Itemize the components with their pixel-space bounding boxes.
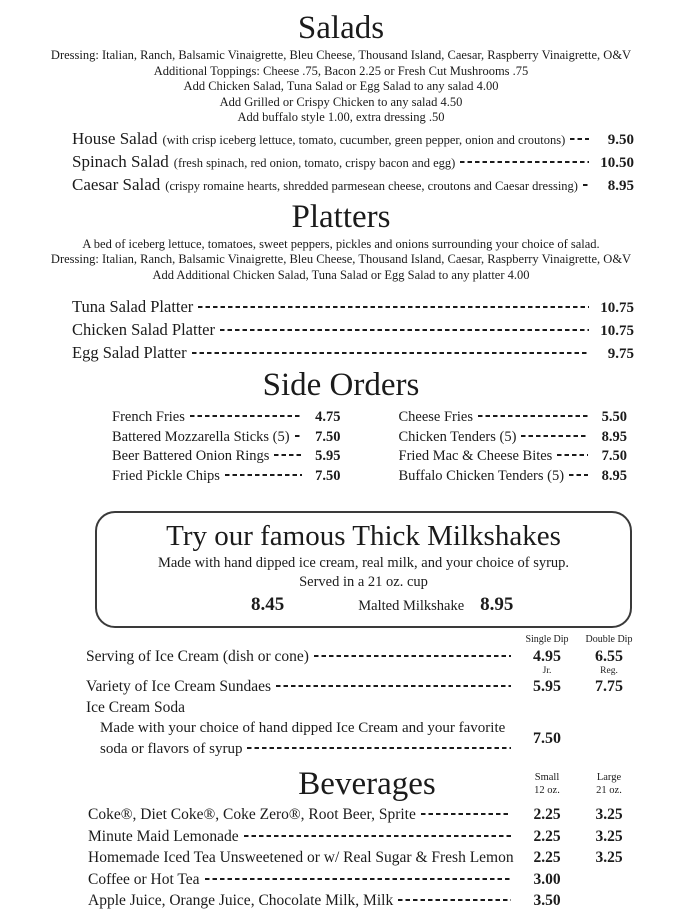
dotted-leader bbox=[295, 435, 302, 437]
dotted-leader bbox=[276, 685, 511, 687]
item-name: Egg Salad Platter bbox=[72, 343, 187, 362]
dotted-leader bbox=[521, 435, 588, 437]
salads-note-add-salad: Add Chicken Salad, Tuna Salad or Egg Salad to any salad 4.00 bbox=[183, 79, 499, 93]
milkshakes-callout-box bbox=[95, 511, 632, 628]
item-price: 4.75 bbox=[315, 409, 341, 425]
item-name: Battered Mozzarella Sticks (5) bbox=[112, 428, 290, 445]
milkshake-price: 8.45 bbox=[251, 594, 285, 615]
menu-item-row bbox=[88, 804, 640, 826]
small-label: Small bbox=[534, 772, 560, 783]
item-price-small: 3.50 bbox=[533, 892, 561, 909]
soda-description-line2 bbox=[100, 739, 516, 760]
large-label: Large bbox=[596, 772, 622, 783]
salads-section bbox=[0, 8, 682, 197]
menu-item-row bbox=[399, 447, 628, 467]
ice-cream-soda-name: Ice Cream Soda bbox=[86, 699, 185, 716]
item-price-small: 2.25 bbox=[533, 806, 561, 823]
large-size-label: 21 oz. bbox=[596, 785, 622, 796]
item-price-reg: 7.75 bbox=[595, 678, 623, 695]
item-name: Coffee or Hot Tea bbox=[88, 870, 200, 888]
platters-note-add: Add Additional Chicken Salad, Tuna Salad or Egg Salad to any platter 4.00 bbox=[152, 267, 530, 282]
side-orders-title: Side Orders bbox=[262, 367, 420, 403]
dotted-leader bbox=[247, 747, 511, 749]
dotted-leader bbox=[460, 161, 589, 163]
milkshakes-description: Made with hand dipped ice cream, real milk, and your choice of syrup. bbox=[157, 555, 570, 571]
malted-milkshake-label: Malted Milkshake bbox=[358, 598, 465, 614]
item-price: 9.75 bbox=[607, 346, 634, 362]
dotted-leader bbox=[314, 655, 511, 657]
side-orders-right-column bbox=[399, 408, 628, 486]
milkshakes-title: Try our famous Thick Milkshakes bbox=[166, 520, 561, 552]
dotted-leader bbox=[192, 352, 589, 354]
double-dip-header: Double Dip bbox=[585, 634, 633, 645]
salads-item-list bbox=[72, 128, 634, 197]
ice-cream-column-headers bbox=[86, 633, 640, 646]
item-name: Variety of Ice Cream Sundaes bbox=[86, 678, 272, 695]
menu-item-row bbox=[86, 676, 640, 697]
item-name: Minute Maid Lemonade bbox=[88, 827, 239, 845]
ice-cream-size-subheaders bbox=[86, 666, 640, 676]
menu-item-row bbox=[88, 890, 640, 912]
platters-note-bed: A bed of iceberg lettuce, tomatoes, sweet peppers, pickles and onions surrounding your choice of salad. bbox=[82, 236, 600, 251]
menu-item-row bbox=[399, 428, 628, 448]
platters-note-dressing: Dressing: Italian, Ranch, Balsamic Vinaigrette, Bleu Cheese, Thousand Island, Caesar, Raspberry Vinaigrette, O&V bbox=[50, 252, 632, 266]
dotted-leader bbox=[274, 454, 301, 456]
item-name: Spinach Salad bbox=[72, 151, 169, 171]
milkshakes-cup-size: Served in a 21 oz. cup bbox=[299, 574, 428, 590]
dotted-leader bbox=[478, 415, 588, 417]
item-price: 7.50 bbox=[315, 428, 341, 445]
salads-note-add-chicken: Add Grilled or Crispy Chicken to any salad 4.50 bbox=[219, 94, 463, 109]
item-price-jr: 5.95 bbox=[533, 678, 561, 695]
dotted-leader bbox=[244, 835, 511, 837]
menu-item-row bbox=[86, 646, 640, 667]
malted-milkshake-price: 8.95 bbox=[480, 594, 514, 615]
item-price: 5.50 bbox=[601, 409, 627, 425]
menu-item-row bbox=[72, 151, 634, 174]
menu-item-row bbox=[72, 319, 634, 342]
item-name: Chicken Salad Platter bbox=[72, 320, 215, 339]
dotted-leader bbox=[198, 306, 589, 308]
salads-note-toppings: Additional Toppings: Cheese .75, Bacon 2.25 or Fresh Cut Mushrooms .75 bbox=[153, 63, 529, 78]
small-column-header bbox=[516, 771, 578, 797]
item-name: Serving of Ice Cream (dish or cone) bbox=[86, 648, 309, 665]
item-price-small: 2.25 bbox=[533, 849, 561, 866]
menu-item-row bbox=[72, 342, 634, 365]
small-size-label: 12 oz. bbox=[534, 785, 560, 796]
item-price-large: 3.25 bbox=[595, 827, 623, 845]
dotted-leader bbox=[190, 415, 302, 417]
item-description: (crispy romaine hearts, shredded parmesean cheese, croutons and Caesar dressing) bbox=[165, 178, 578, 193]
item-description: (with crisp iceberg lettuce, tomato, cucumber, green pepper, onion and croutons) bbox=[162, 132, 566, 147]
platters-item-list bbox=[72, 296, 634, 365]
milkshakes-price-row bbox=[109, 594, 618, 616]
jr-label: Jr. bbox=[542, 666, 552, 676]
dotted-leader bbox=[205, 878, 511, 880]
item-price: 10.75 bbox=[600, 323, 634, 339]
menu-item-row bbox=[399, 467, 628, 487]
menu-item-row bbox=[112, 467, 341, 487]
menu-item-row bbox=[112, 408, 341, 428]
item-price: 7.50 bbox=[315, 467, 341, 484]
dotted-leader bbox=[557, 454, 588, 456]
item-price-small: 2.25 bbox=[533, 827, 561, 845]
beverages-header-row bbox=[88, 764, 640, 804]
salads-title: Salads bbox=[297, 10, 385, 46]
menu-item-row bbox=[112, 428, 341, 448]
item-name: Tuna Salad Platter bbox=[72, 297, 194, 316]
large-column-header bbox=[578, 771, 640, 797]
item-name: House Salad bbox=[72, 128, 158, 148]
item-price: 10.75 bbox=[600, 300, 634, 316]
menu-item-row bbox=[72, 174, 634, 197]
item-name: Fried Pickle Chips bbox=[112, 467, 220, 484]
item-price: 9.50 bbox=[607, 131, 634, 148]
menu-item-row bbox=[72, 296, 634, 319]
item-name: Coke®, Diet Coke®, Coke Zero®, Root Beer, Sprite bbox=[88, 806, 416, 823]
item-name: Homemade Iced Tea Unsweetened or w/ Real Sugar & Fresh Lemon bbox=[88, 849, 514, 866]
menu-item-row bbox=[112, 447, 341, 467]
menu-item-row bbox=[88, 869, 640, 891]
item-name: Apple Juice, Orange Juice, Chocolate Milk, Milk bbox=[88, 892, 394, 909]
dotted-leader bbox=[225, 474, 302, 476]
spacer bbox=[86, 666, 516, 676]
ice-cream-soda-description bbox=[100, 718, 516, 759]
menu-item-row bbox=[88, 826, 640, 848]
item-price-large: 3.25 bbox=[595, 806, 623, 823]
ice-cream-soda-row bbox=[86, 718, 640, 759]
soda-description-text: soda or flavors of syrup bbox=[100, 740, 243, 757]
single-dip-header: Single Dip bbox=[525, 634, 569, 645]
item-price-small: 3.00 bbox=[533, 870, 561, 888]
dotted-leader bbox=[570, 138, 589, 140]
dotted-leader bbox=[398, 899, 511, 901]
item-name: Buffalo Chicken Tenders (5) bbox=[398, 467, 565, 484]
beverages-title: Beverages bbox=[298, 766, 436, 802]
item-price-double: 6.55 bbox=[595, 648, 623, 665]
platters-title: Platters bbox=[291, 198, 391, 235]
item-name: Chicken Tenders (5) bbox=[398, 428, 517, 445]
menu-item-row bbox=[72, 128, 634, 151]
dotted-leader bbox=[583, 184, 589, 186]
salads-note-dressing: Dressing: Italian, Ranch, Balsamic Vinaigrette, Bleu Cheese, Thousand Island, Caesar, Raspberry Vinaigrette, O&V bbox=[50, 48, 632, 62]
ice-cream-soda-price: 7.50 bbox=[533, 729, 561, 747]
item-price: 8.95 bbox=[601, 467, 627, 484]
dotted-leader bbox=[569, 474, 588, 476]
dotted-leader bbox=[220, 329, 589, 331]
soda-description-line1: Made with your choice of hand dipped Ice Cream and your favorite bbox=[100, 720, 506, 736]
beverages-section bbox=[88, 764, 640, 912]
item-name: Cheese Fries bbox=[398, 409, 473, 425]
menu-item-row bbox=[88, 847, 640, 869]
spacer bbox=[86, 633, 516, 646]
item-price: 5.95 bbox=[315, 448, 341, 464]
item-price-large: 3.25 bbox=[595, 849, 623, 866]
beverages-title-wrap bbox=[88, 764, 516, 804]
side-orders-section bbox=[0, 365, 682, 486]
item-description: (fresh spinach, red onion, tomato, crispy bacon and egg) bbox=[173, 155, 456, 170]
platters-section bbox=[0, 197, 682, 366]
side-orders-grid bbox=[112, 408, 627, 486]
side-orders-left-column bbox=[112, 408, 341, 486]
item-price-single: 4.95 bbox=[533, 648, 561, 665]
item-price: 7.50 bbox=[601, 448, 627, 464]
item-price: 8.95 bbox=[607, 177, 634, 194]
reg-label: Reg. bbox=[600, 666, 618, 676]
item-price: 10.50 bbox=[600, 154, 634, 171]
item-price: 8.95 bbox=[601, 428, 627, 445]
item-name: Beer Battered Onion Rings bbox=[112, 448, 270, 464]
salads-note-buffalo: Add buffalo style 1.00, extra dressing .50 bbox=[237, 110, 445, 124]
dotted-leader bbox=[421, 813, 511, 815]
item-name: Caesar Salad bbox=[72, 174, 161, 194]
menu-item-row bbox=[399, 408, 628, 428]
ice-cream-section bbox=[86, 633, 640, 759]
item-name: Fried Mac & Cheese Bites bbox=[398, 448, 553, 464]
item-name: French Fries bbox=[112, 409, 185, 425]
